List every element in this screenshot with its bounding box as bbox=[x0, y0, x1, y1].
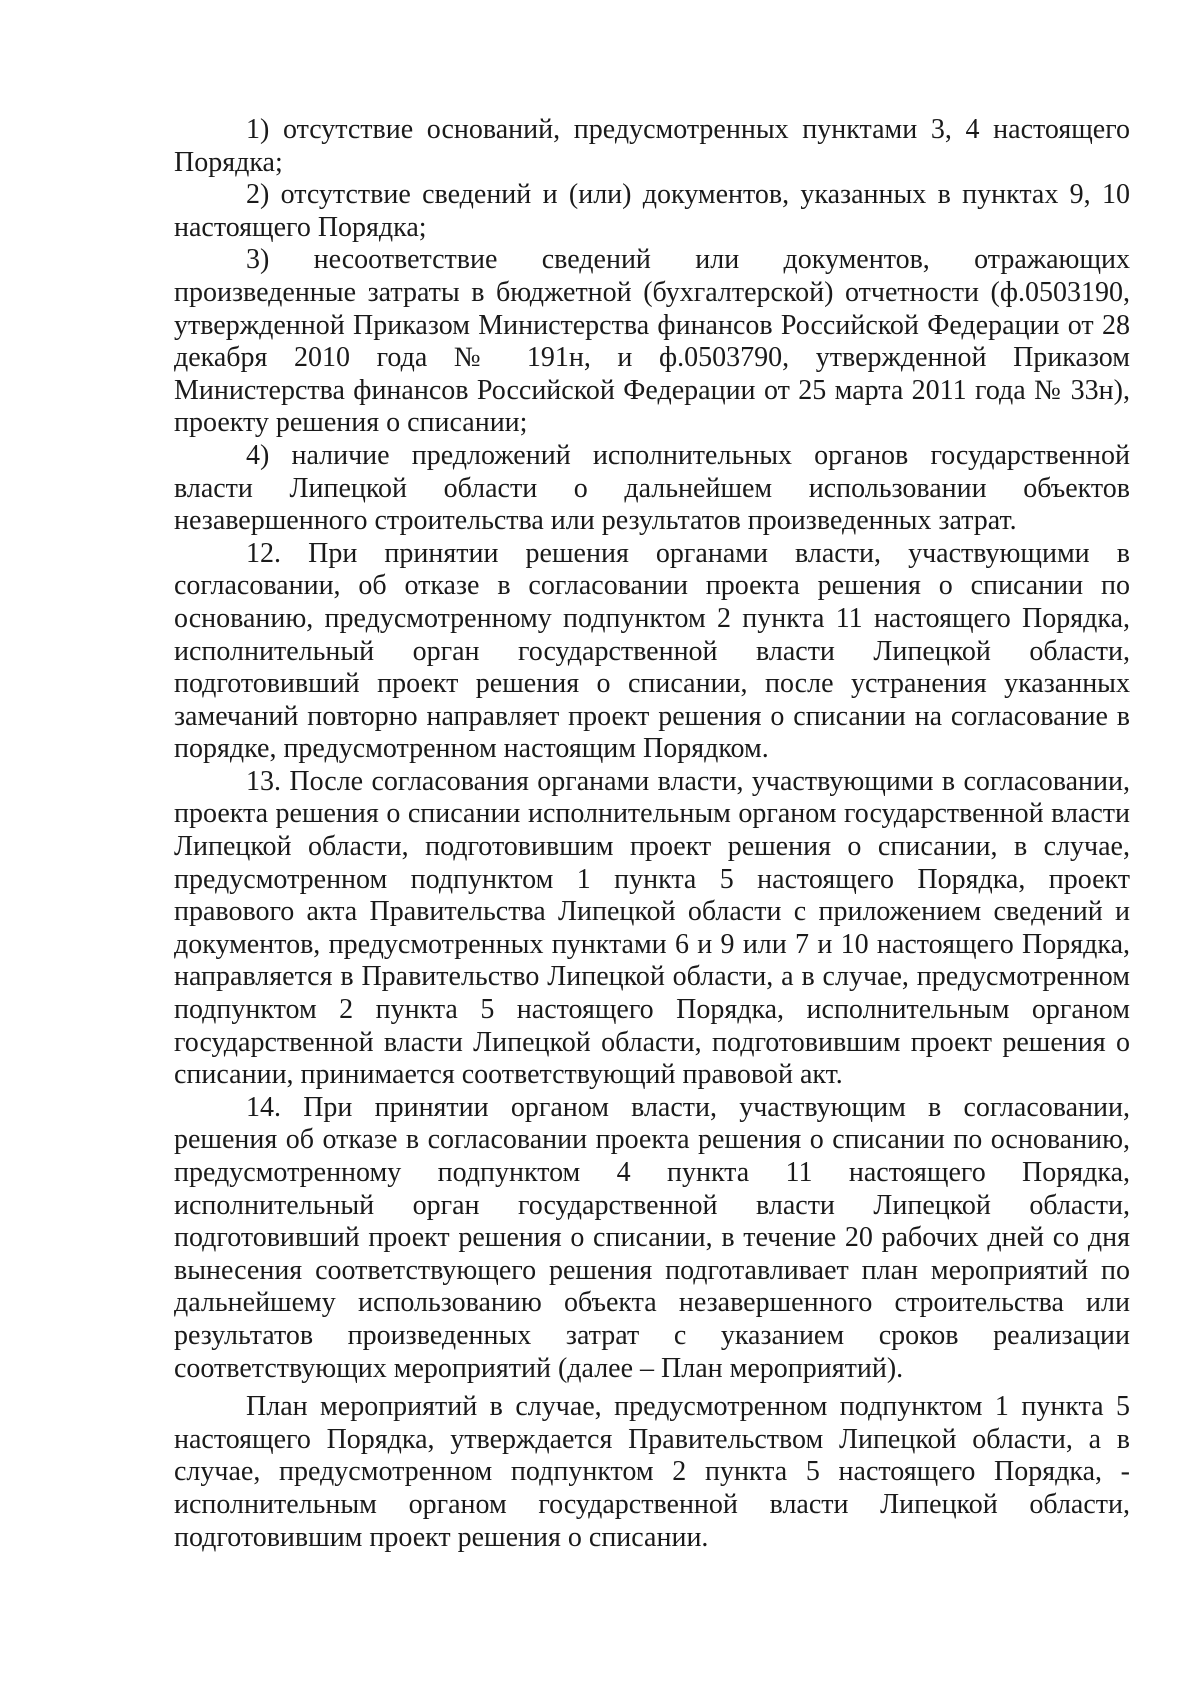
paragraph-item-4: 4) наличие предложений исполнительных органов государственной власти Липецкой области о дальнейшем использовании объектов незавершенного строительства или результатов произведенных затрат. bbox=[174, 439, 1130, 537]
paragraph-item-1: 1) отсутствие оснований, предусмотренных пунктами 3, 4 настоящего Порядка; bbox=[174, 114, 1130, 178]
paragraph-section-13: 13. После согласования органами власти, участвующими в согласовании, проекта решения о списании исполнительным органом государственной власти Липецкой области, подготовившим проект решения о списании, в случае, предусмотренном подпунктом 1 пункта 5 настоящего Порядка, проект правового акта Правительства Липецкой области с приложением сведений и документов, предусмотренных пунктами 6 и 9 или 7 и 10 настоящего Порядка, направляется в Правительство Липецкой области, а в случае, предусмотренном подпунктом 2 пункта 5 настоящего Порядка, исполнительным органом государственной власти Липецкой области, подготовившим проект решения о списании, принимается соответствующий правовой акт. bbox=[174, 765, 1130, 1091]
paragraph-item-3: 3) несоответствие сведений или документов, отражающих произведенные затраты в бюджетной (бухгалтерской) отчетности (ф.0503190, утвержденной Приказом Министерства финансов Российской Федерации от 28 декабря 2010 года № 191н, и ф.0503790, утвержденной Приказом Министерства финансов Российской Федерации от 25 марта 2011 года № 33н), проекту решения о списании; bbox=[174, 244, 1130, 439]
paragraph-section-14: 14. При принятии органом власти, участвующим в согласовании, решения об отказе в согласовании проекта решения о списании по основанию, предусмотренному подпунктом 4 пункта 11 настоящего Порядка, исполнительный орган государственной власти Липецкой области, подготовивший проект решения о списании, в течение 20 рабочих дней со дня вынесения соответствующего решения подготавливает план мероприятий по дальнейшему использованию объекта незавершенного строительства или результатов произведенных затрат с указанием сроков реализации соответствующих мероприятий (далее – План мероприятий). bbox=[174, 1091, 1130, 1384]
paragraph-action-plan: План мероприятий в случае, предусмотренном подпунктом 1 пункта 5 настоящего Порядка, утверждается Правительством Липецкой области, а в случае, предусмотренном подпунктом 2 пункта 5 настоящего Порядка, - исполнительным органом государственной власти Липецкой области, подготовившим проект решения о списании. bbox=[174, 1391, 1130, 1553]
paragraph-section-12: 12. При принятии решения органами власти, участвующими в согласовании, об отказе в согласовании проекта решения о списании по основанию, предусмотренному подпунктом 2 пункта 11 настоящего Порядка, исполнительный орган государственной власти Липецкой области, подготовивший проект решения о списании, после устранения указанных замечаний повторно направляет проект решения о списании на согласование в порядке, предусмотренном настоящим Порядком. bbox=[174, 537, 1130, 765]
paragraph-item-2: 2) отсутствие сведений и (или) документов, указанных в пунктах 9, 10 настоящего Порядка; bbox=[174, 179, 1130, 243]
document-body bbox=[174, 114, 1130, 1554]
